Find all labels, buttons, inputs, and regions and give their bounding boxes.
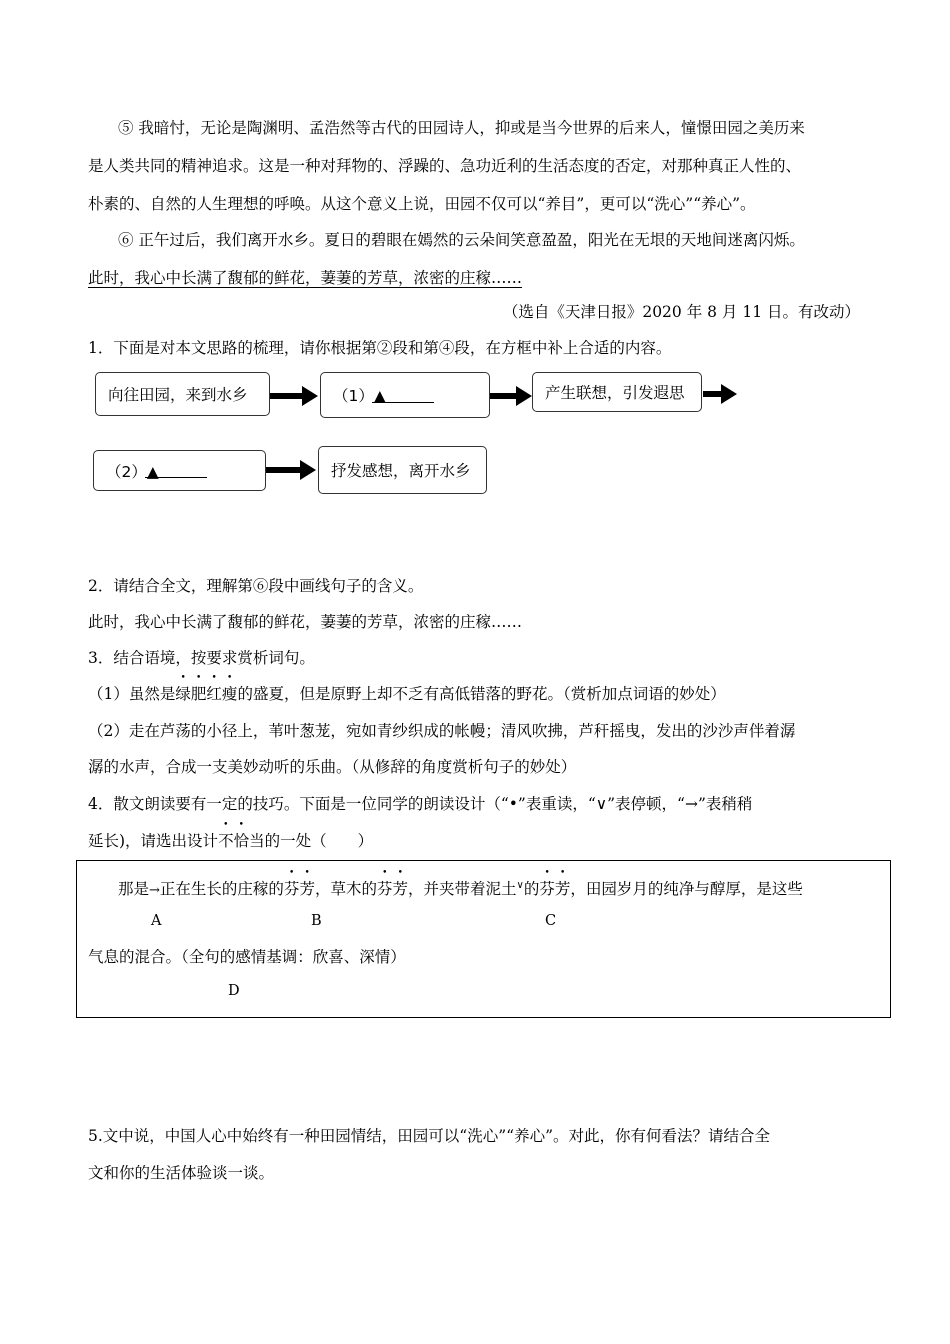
- dotted-char: 芬: [539, 880, 555, 898]
- question-2-sentence: 此时，我心中长满了馥郁的鲜花，萋萋的芳草，浓密的庄稼……: [88, 613, 523, 631]
- paragraph-5-line-2: 是人类共同的精神追求。这是一种对拜物的、浮躁的、急功近利的生活态度的否定，对那种真正人性的、: [88, 157, 802, 175]
- flow-arrow-2-icon: [490, 385, 534, 407]
- dotted-char: 绿: [175, 685, 191, 703]
- flow-box-2: [320, 372, 490, 418]
- design-text: ，田园岁月的纯净与醇厚，是这些: [570, 880, 803, 898]
- dotted-char: 芳: [554, 880, 571, 898]
- flow-arrow-3-icon: [703, 383, 739, 405]
- flow-box-4: [93, 450, 266, 491]
- flow-box-5: [318, 446, 487, 494]
- design-text: 正在生长的庄稼的: [159, 880, 284, 898]
- paragraph-5-line-1: ⑤ 我暗忖，无论是陶渊明、孟浩然等古代的田园诗人，抑或是当今世界的后来人，憧憬田园之美历来: [118, 119, 805, 137]
- question-4-line-1: 4．散文朗读要有一定的技巧。下面是一位同学的朗读设计（“•”表重读，“∨”表停顿，“→”表稍稍: [88, 795, 753, 813]
- question-3-sub-1: [88, 684, 726, 704]
- flow-arrow-1-icon: [270, 385, 320, 407]
- question-2-prompt: 2．请结合全文，理解第⑥段中画线句子的含义。: [88, 577, 424, 595]
- paragraph-6-line-1: ⑥ 正午过后，我们离开水乡。夏日的碧眼在嫣然的云朵间笑意盈盈，阳光在无垠的天地间迷离闪烁。: [118, 231, 805, 249]
- flow-box-2-text: （1）▲: [333, 387, 386, 405]
- design-text: 的: [523, 880, 540, 898]
- design-text: 那是: [118, 880, 150, 898]
- q4-line2-suffix: 当的一处（ ）: [249, 832, 374, 850]
- dotted-char: 肥: [190, 685, 207, 703]
- source-citation: （选自《天津日报》2020 年 8 月 11 日。有改动）: [502, 303, 860, 321]
- reading-design-line-2: 气息的混合。（全句的感情基调：欣喜、深情）: [88, 948, 406, 966]
- question-4-line-2: [88, 831, 373, 851]
- question-5-line-2: 文和你的生活体验谈一谈。: [88, 1164, 275, 1182]
- q3-sub1-suffix: 的盛夏，但是原野上却不乏有高低错落的野花。（赏析加点词语的妙处）: [237, 685, 726, 703]
- label-b: B: [311, 913, 322, 929]
- label-a: A: [151, 913, 162, 929]
- label-d: D: [228, 983, 240, 999]
- answer-blank-1: [372, 388, 434, 403]
- dotted-char: 恰: [233, 832, 250, 850]
- extend-arrow-mark: →: [149, 883, 160, 898]
- flow-box-3-text: 产生联想，引发遐思: [545, 384, 685, 402]
- flow-box-1-text: 向往田园，来到水乡: [108, 386, 248, 404]
- question-5-line-1: 5.文中说，中国人心中始终有一种田园情结，田园可以“洗心”“养心”。对此，你有何看法？请结合全: [88, 1127, 770, 1145]
- pause-mark: ∨: [516, 880, 524, 891]
- dotted-char: 瘦: [221, 685, 238, 703]
- flow-box-4-text: （2）▲: [106, 462, 159, 481]
- question-1-prompt: 1．下面是对本文思路的梳理，请你根据第②段和第④段，在方框中补上合适的内容。: [88, 339, 672, 357]
- flow-box-3: [532, 372, 702, 412]
- question-3-prompt: 3．结合语境，按要求赏析词句。: [88, 649, 315, 667]
- dotted-char: 芬: [376, 880, 393, 898]
- question-3-sub-2-line-1: （2）走在芦荡的小径上，苇叶葱茏，宛如青纱织成的帐幔；清风吹拂，芦秆摇曳，发出的沙沙声伴着潺: [88, 722, 796, 740]
- flow-box-1: [95, 372, 270, 416]
- paragraph-5-line-3: 朴素的、自然的人生理想的呼唤。从这个意义上说，田园不仅可以“养目”，更可以“洗心”“养心”。: [88, 195, 756, 213]
- paragraph-6-underlined-sentence: 此时，我心中长满了馥郁的鲜花，萋萋的芳草，浓密的庄稼……: [88, 269, 523, 287]
- design-text: ，并夹带着泥土: [408, 880, 517, 898]
- dotted-char: 不: [218, 832, 234, 850]
- q4-line2-prefix: 延长)，请选出设计: [88, 832, 219, 850]
- answer-blank-2: [145, 463, 207, 478]
- question-3-sub-2-line-2: 潺的水声，合成一支美妙动听的乐曲。（从修辞的角度赏析句子的妙处）: [88, 758, 577, 776]
- dotted-char: 红: [206, 685, 222, 703]
- flow-arrow-4-icon: [266, 459, 318, 481]
- design-text: ，草木的: [314, 880, 377, 898]
- dotted-char: 芳: [299, 880, 315, 898]
- dotted-char: 芬: [283, 880, 300, 898]
- reading-design-line-1: [118, 876, 803, 901]
- q3-sub1-prefix: （1）虽然是: [88, 685, 176, 703]
- dotted-char: 芳: [392, 880, 409, 898]
- label-c: C: [545, 913, 557, 929]
- flow-box-5-text: 抒发感想，离开水乡: [331, 462, 471, 480]
